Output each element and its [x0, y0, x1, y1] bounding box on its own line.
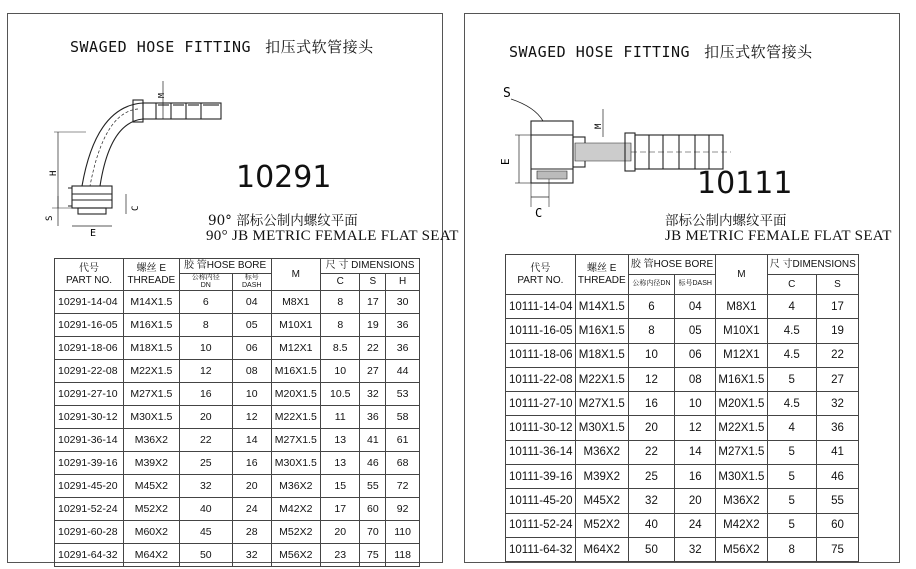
header-dn: 公称内径 DN — [179, 274, 232, 291]
table-cell: M45X2 — [124, 475, 180, 498]
table-cell: 70 — [360, 521, 386, 544]
table-cell: 10111-45-20 — [506, 489, 576, 513]
table-cell: 60 — [816, 513, 858, 537]
table-cell: M22X1.5 — [271, 406, 321, 429]
table-cell: M42X2 — [716, 513, 767, 537]
table-cell: 10.5 — [321, 383, 360, 406]
table-cell: 10111-16-05 — [506, 319, 576, 343]
table-cell: 20 — [232, 475, 271, 498]
straight-fitting-drawing — [491, 59, 741, 229]
table-cell: M27X1.5 — [716, 440, 767, 464]
table-row — [506, 392, 859, 416]
table-cell: 50 — [179, 544, 232, 567]
table-cell: 10 — [321, 360, 360, 383]
header-dash: 标号 DASH — [232, 274, 271, 291]
table-cell: M22X1.5 — [124, 360, 180, 383]
table-cell: 40 — [179, 498, 232, 521]
header-dimensions: 尺 寸DIMENSIONS — [767, 255, 859, 275]
header-s: S — [816, 275, 858, 295]
table-cell: 10 — [675, 392, 716, 416]
table-cell: M12X1 — [716, 343, 767, 367]
left-spec-table — [54, 258, 420, 567]
table-cell: M30X1.5 — [575, 416, 628, 440]
table-cell: 10111-22-08 — [506, 367, 576, 391]
table-cell: M14X1.5 — [124, 291, 180, 314]
table-cell: 36 — [816, 416, 858, 440]
header-dimensions: 尺 寸 DIMENSIONS — [321, 259, 420, 274]
table-row — [55, 406, 420, 429]
table-cell: 10291-36-14 — [55, 429, 124, 452]
table-cell: M16X1.5 — [271, 360, 321, 383]
table-cell: 06 — [232, 337, 271, 360]
table-cell: 10291-64-32 — [55, 544, 124, 567]
table-cell: 10111-18-06 — [506, 343, 576, 367]
table-cell: 12 — [628, 367, 674, 391]
table-cell: 10111-52-24 — [506, 513, 576, 537]
table-cell: 10291-45-20 — [55, 475, 124, 498]
table-cell: 12 — [179, 360, 232, 383]
table-cell: 32 — [675, 537, 716, 561]
table-cell: 10111-64-32 — [506, 537, 576, 561]
table-row — [506, 440, 859, 464]
table-cell: 22 — [360, 337, 386, 360]
table-row — [55, 360, 420, 383]
table-cell: 10291-16-05 — [55, 314, 124, 337]
table-cell: 08 — [232, 360, 271, 383]
table-cell: 8 — [321, 314, 360, 337]
right-title-cn: 扣压式软管接头 — [704, 43, 813, 61]
table-cell: 16 — [232, 452, 271, 475]
table-cell: 10 — [232, 383, 271, 406]
table-cell: 41 — [360, 429, 386, 452]
table-cell: 4.5 — [767, 343, 816, 367]
table-cell: 19 — [360, 314, 386, 337]
table-row — [55, 383, 420, 406]
table-row — [55, 314, 420, 337]
table-cell: 30 — [386, 291, 420, 314]
table-row — [55, 544, 420, 567]
table-cell: M60X2 — [124, 521, 180, 544]
table-cell: 13 — [321, 452, 360, 475]
table-cell: 17 — [321, 498, 360, 521]
table-cell: 45 — [179, 521, 232, 544]
header-s: S — [360, 274, 386, 291]
table-cell: M45X2 — [575, 489, 628, 513]
table-cell: M12X1 — [271, 337, 321, 360]
table-cell: 92 — [386, 498, 420, 521]
table-cell: 32 — [232, 544, 271, 567]
right-part-number: 10111 — [697, 166, 793, 201]
table-cell: 10111-30-12 — [506, 416, 576, 440]
table-cell: 25 — [628, 465, 674, 489]
table-cell: 28 — [232, 521, 271, 544]
table-row — [55, 521, 420, 544]
table-row — [506, 465, 859, 489]
table-cell: 10291-30-12 — [55, 406, 124, 429]
table-cell: 14 — [675, 440, 716, 464]
table-cell: 20 — [628, 416, 674, 440]
table-cell: 27 — [360, 360, 386, 383]
table-cell: M52X2 — [575, 513, 628, 537]
table-cell: M8X1 — [271, 291, 321, 314]
table-cell: 22 — [816, 343, 858, 367]
table-cell: 6 — [179, 291, 232, 314]
table-cell: M56X2 — [271, 544, 321, 567]
table-cell: 13 — [321, 429, 360, 452]
table-cell: 41 — [816, 440, 858, 464]
table-cell: M8X1 — [716, 295, 767, 319]
table-cell: 12 — [675, 416, 716, 440]
table-cell: M18X1.5 — [575, 343, 628, 367]
header-c: C — [767, 275, 816, 295]
table-cell: 10111-39-16 — [506, 465, 576, 489]
left-title-en: SWAGED HOSE FITTING — [70, 38, 252, 56]
table-cell: 32 — [816, 392, 858, 416]
table-cell: 5 — [767, 367, 816, 391]
table-cell: M39X2 — [124, 452, 180, 475]
drawing-label-m: M — [594, 123, 604, 129]
table-cell: 16 — [628, 392, 674, 416]
table-cell: M64X2 — [575, 537, 628, 561]
table-cell: 14 — [232, 429, 271, 452]
table-cell: 04 — [675, 295, 716, 319]
table-row — [506, 319, 859, 343]
table-cell: 10111-36-14 — [506, 440, 576, 464]
elbow-fitting-drawing — [38, 76, 228, 251]
header-c: C — [321, 274, 360, 291]
table-cell: 5 — [767, 465, 816, 489]
left-part-number: 10291 — [236, 160, 332, 195]
drawing-label-h: H — [49, 170, 59, 176]
header-thread: 螺丝 E THREADE — [575, 255, 628, 295]
table-cell: M36X2 — [124, 429, 180, 452]
left-table-body — [55, 291, 420, 567]
table-row — [506, 537, 859, 561]
table-cell: M30X1.5 — [124, 406, 180, 429]
table-cell: M27X1.5 — [271, 429, 321, 452]
table-cell: 5 — [767, 489, 816, 513]
table-cell: 04 — [232, 291, 271, 314]
table-cell: M52X2 — [124, 498, 180, 521]
table-cell: M10X1 — [271, 314, 321, 337]
table-row — [55, 475, 420, 498]
table-cell: 10291-14-04 — [55, 291, 124, 314]
drawing-label-c: C — [535, 206, 543, 220]
table-cell: M20X1.5 — [716, 392, 767, 416]
table-cell: 27 — [816, 367, 858, 391]
header-thread: 螺丝 E THREADE — [124, 259, 180, 291]
table-row — [55, 498, 420, 521]
table-cell: M36X2 — [271, 475, 321, 498]
left-desc-cn: 90° 部标公制内螺纹平面 — [208, 213, 358, 229]
header-h: H — [386, 274, 420, 291]
table-cell: 60 — [360, 498, 386, 521]
table-cell: 10291-27-10 — [55, 383, 124, 406]
table-cell: 75 — [816, 537, 858, 561]
table-cell: 17 — [360, 291, 386, 314]
table-cell: M52X2 — [271, 521, 321, 544]
table-cell: M16X1.5 — [716, 367, 767, 391]
table-cell: 5 — [767, 513, 816, 537]
table-cell: 5 — [767, 440, 816, 464]
drawing-label-s: S — [503, 86, 511, 101]
right-desc-cn: 部标公制内螺纹平面 — [665, 213, 787, 229]
table-cell: 50 — [628, 537, 674, 561]
table-cell: 8 — [179, 314, 232, 337]
table-cell: 20 — [179, 406, 232, 429]
right-spec-sheet — [464, 13, 900, 563]
left-spec-sheet — [7, 13, 459, 563]
table-cell: 11 — [321, 406, 360, 429]
table-cell: M42X2 — [271, 498, 321, 521]
table-cell: M30X1.5 — [271, 452, 321, 475]
table-cell: 20 — [675, 489, 716, 513]
table-cell: 25 — [179, 452, 232, 475]
table-cell: 8 — [321, 291, 360, 314]
header-dash: 标号DASH — [675, 275, 716, 295]
table-cell: 24 — [232, 498, 271, 521]
table-cell: 53 — [386, 383, 420, 406]
table-cell: 10291-52-24 — [55, 498, 124, 521]
drawing-label-c: C — [131, 205, 141, 211]
header-hose-bore: 胶 管HOSE BORE — [628, 255, 716, 275]
table-cell: 19 — [816, 319, 858, 343]
table-row — [506, 295, 859, 319]
table-cell: 22 — [628, 440, 674, 464]
right-spec-table — [505, 254, 859, 562]
table-cell: 10 — [179, 337, 232, 360]
table-cell: 17 — [816, 295, 858, 319]
table-cell: 08 — [675, 367, 716, 391]
table-row — [55, 337, 420, 360]
table-cell: M64X2 — [124, 544, 180, 567]
table-cell: 4 — [767, 416, 816, 440]
table-cell: 32 — [628, 489, 674, 513]
drawing-label-s: S — [45, 215, 55, 221]
table-cell: 58 — [386, 406, 420, 429]
table-row — [506, 513, 859, 537]
table-cell: 22 — [179, 429, 232, 452]
table-cell: 06 — [675, 343, 716, 367]
table-row — [506, 489, 859, 513]
table-cell: M36X2 — [716, 489, 767, 513]
drawing-label-e: E — [499, 158, 512, 165]
table-cell: M22X1.5 — [575, 367, 628, 391]
table-cell: M39X2 — [575, 465, 628, 489]
table-row — [55, 452, 420, 475]
table-cell: M27X1.5 — [575, 392, 628, 416]
table-cell: 10111-27-10 — [506, 392, 576, 416]
table-cell: 16 — [675, 465, 716, 489]
table-cell: M20X1.5 — [271, 383, 321, 406]
header-hose-bore: 胶 管HOSE BORE — [179, 259, 271, 274]
table-row — [55, 429, 420, 452]
table-cell: 46 — [360, 452, 386, 475]
table-cell: 23 — [321, 544, 360, 567]
table-cell: M18X1.5 — [124, 337, 180, 360]
drawing-label-e: E — [90, 228, 97, 239]
table-cell: 10291-18-06 — [55, 337, 124, 360]
header-part-no: 代号 PART NO. — [55, 259, 124, 291]
table-cell: 05 — [232, 314, 271, 337]
table-cell: 8 — [628, 319, 674, 343]
table-cell: 4.5 — [767, 319, 816, 343]
header-m: M — [716, 255, 767, 295]
left-title-cn: 扣压式软管接头 — [265, 38, 374, 56]
table-cell: 36 — [360, 406, 386, 429]
table-cell: 16 — [179, 383, 232, 406]
table-cell: 44 — [386, 360, 420, 383]
table-cell: 110 — [386, 521, 420, 544]
table-cell: 10 — [628, 343, 674, 367]
header-part-no: 代号 PART NO. — [506, 255, 576, 295]
table-cell: 10291-39-16 — [55, 452, 124, 475]
table-row — [506, 343, 859, 367]
table-row — [506, 416, 859, 440]
table-cell: 32 — [179, 475, 232, 498]
drawing-label-m: M — [157, 93, 166, 98]
table-cell: 10111-14-04 — [506, 295, 576, 319]
table-cell: 4 — [767, 295, 816, 319]
table-cell: 75 — [360, 544, 386, 567]
table-cell: M27X1.5 — [124, 383, 180, 406]
table-cell: 118 — [386, 544, 420, 567]
table-cell: M30X1.5 — [716, 465, 767, 489]
table-row — [506, 367, 859, 391]
table-cell: M16X1.5 — [575, 319, 628, 343]
table-row — [55, 291, 420, 314]
table-cell: 40 — [628, 513, 674, 537]
table-cell: 32 — [360, 383, 386, 406]
table-cell: 24 — [675, 513, 716, 537]
table-cell: M16X1.5 — [124, 314, 180, 337]
right-table-body — [506, 295, 859, 562]
table-cell: 20 — [321, 521, 360, 544]
table-cell: 36 — [386, 337, 420, 360]
table-cell: 36 — [386, 314, 420, 337]
table-cell: 8.5 — [321, 337, 360, 360]
table-cell: M14X1.5 — [575, 295, 628, 319]
table-cell: M10X1 — [716, 319, 767, 343]
table-cell: 12 — [232, 406, 271, 429]
table-cell: 4.5 — [767, 392, 816, 416]
table-cell: 8 — [767, 537, 816, 561]
table-cell: 10291-22-08 — [55, 360, 124, 383]
header-dn: 公称内径DN — [628, 275, 674, 295]
table-cell: 6 — [628, 295, 674, 319]
left-desc-en: 90° JB METRIC FEMALE FLAT SEAT — [206, 228, 459, 244]
table-cell: 46 — [816, 465, 858, 489]
right-desc-en: JB METRIC FEMALE FLAT SEAT — [665, 228, 892, 244]
right-title-en: SWAGED HOSE FITTING — [509, 43, 691, 61]
table-cell: 15 — [321, 475, 360, 498]
table-cell: M22X1.5 — [716, 416, 767, 440]
table-cell: 55 — [360, 475, 386, 498]
table-cell: M36X2 — [575, 440, 628, 464]
header-m: M — [271, 259, 321, 291]
table-cell: 61 — [386, 429, 420, 452]
table-cell: M56X2 — [716, 537, 767, 561]
left-title — [70, 36, 374, 57]
table-cell: 10291-60-28 — [55, 521, 124, 544]
table-cell: 68 — [386, 452, 420, 475]
table-cell: 55 — [816, 489, 858, 513]
table-cell: 05 — [675, 319, 716, 343]
table-cell: 72 — [386, 475, 420, 498]
